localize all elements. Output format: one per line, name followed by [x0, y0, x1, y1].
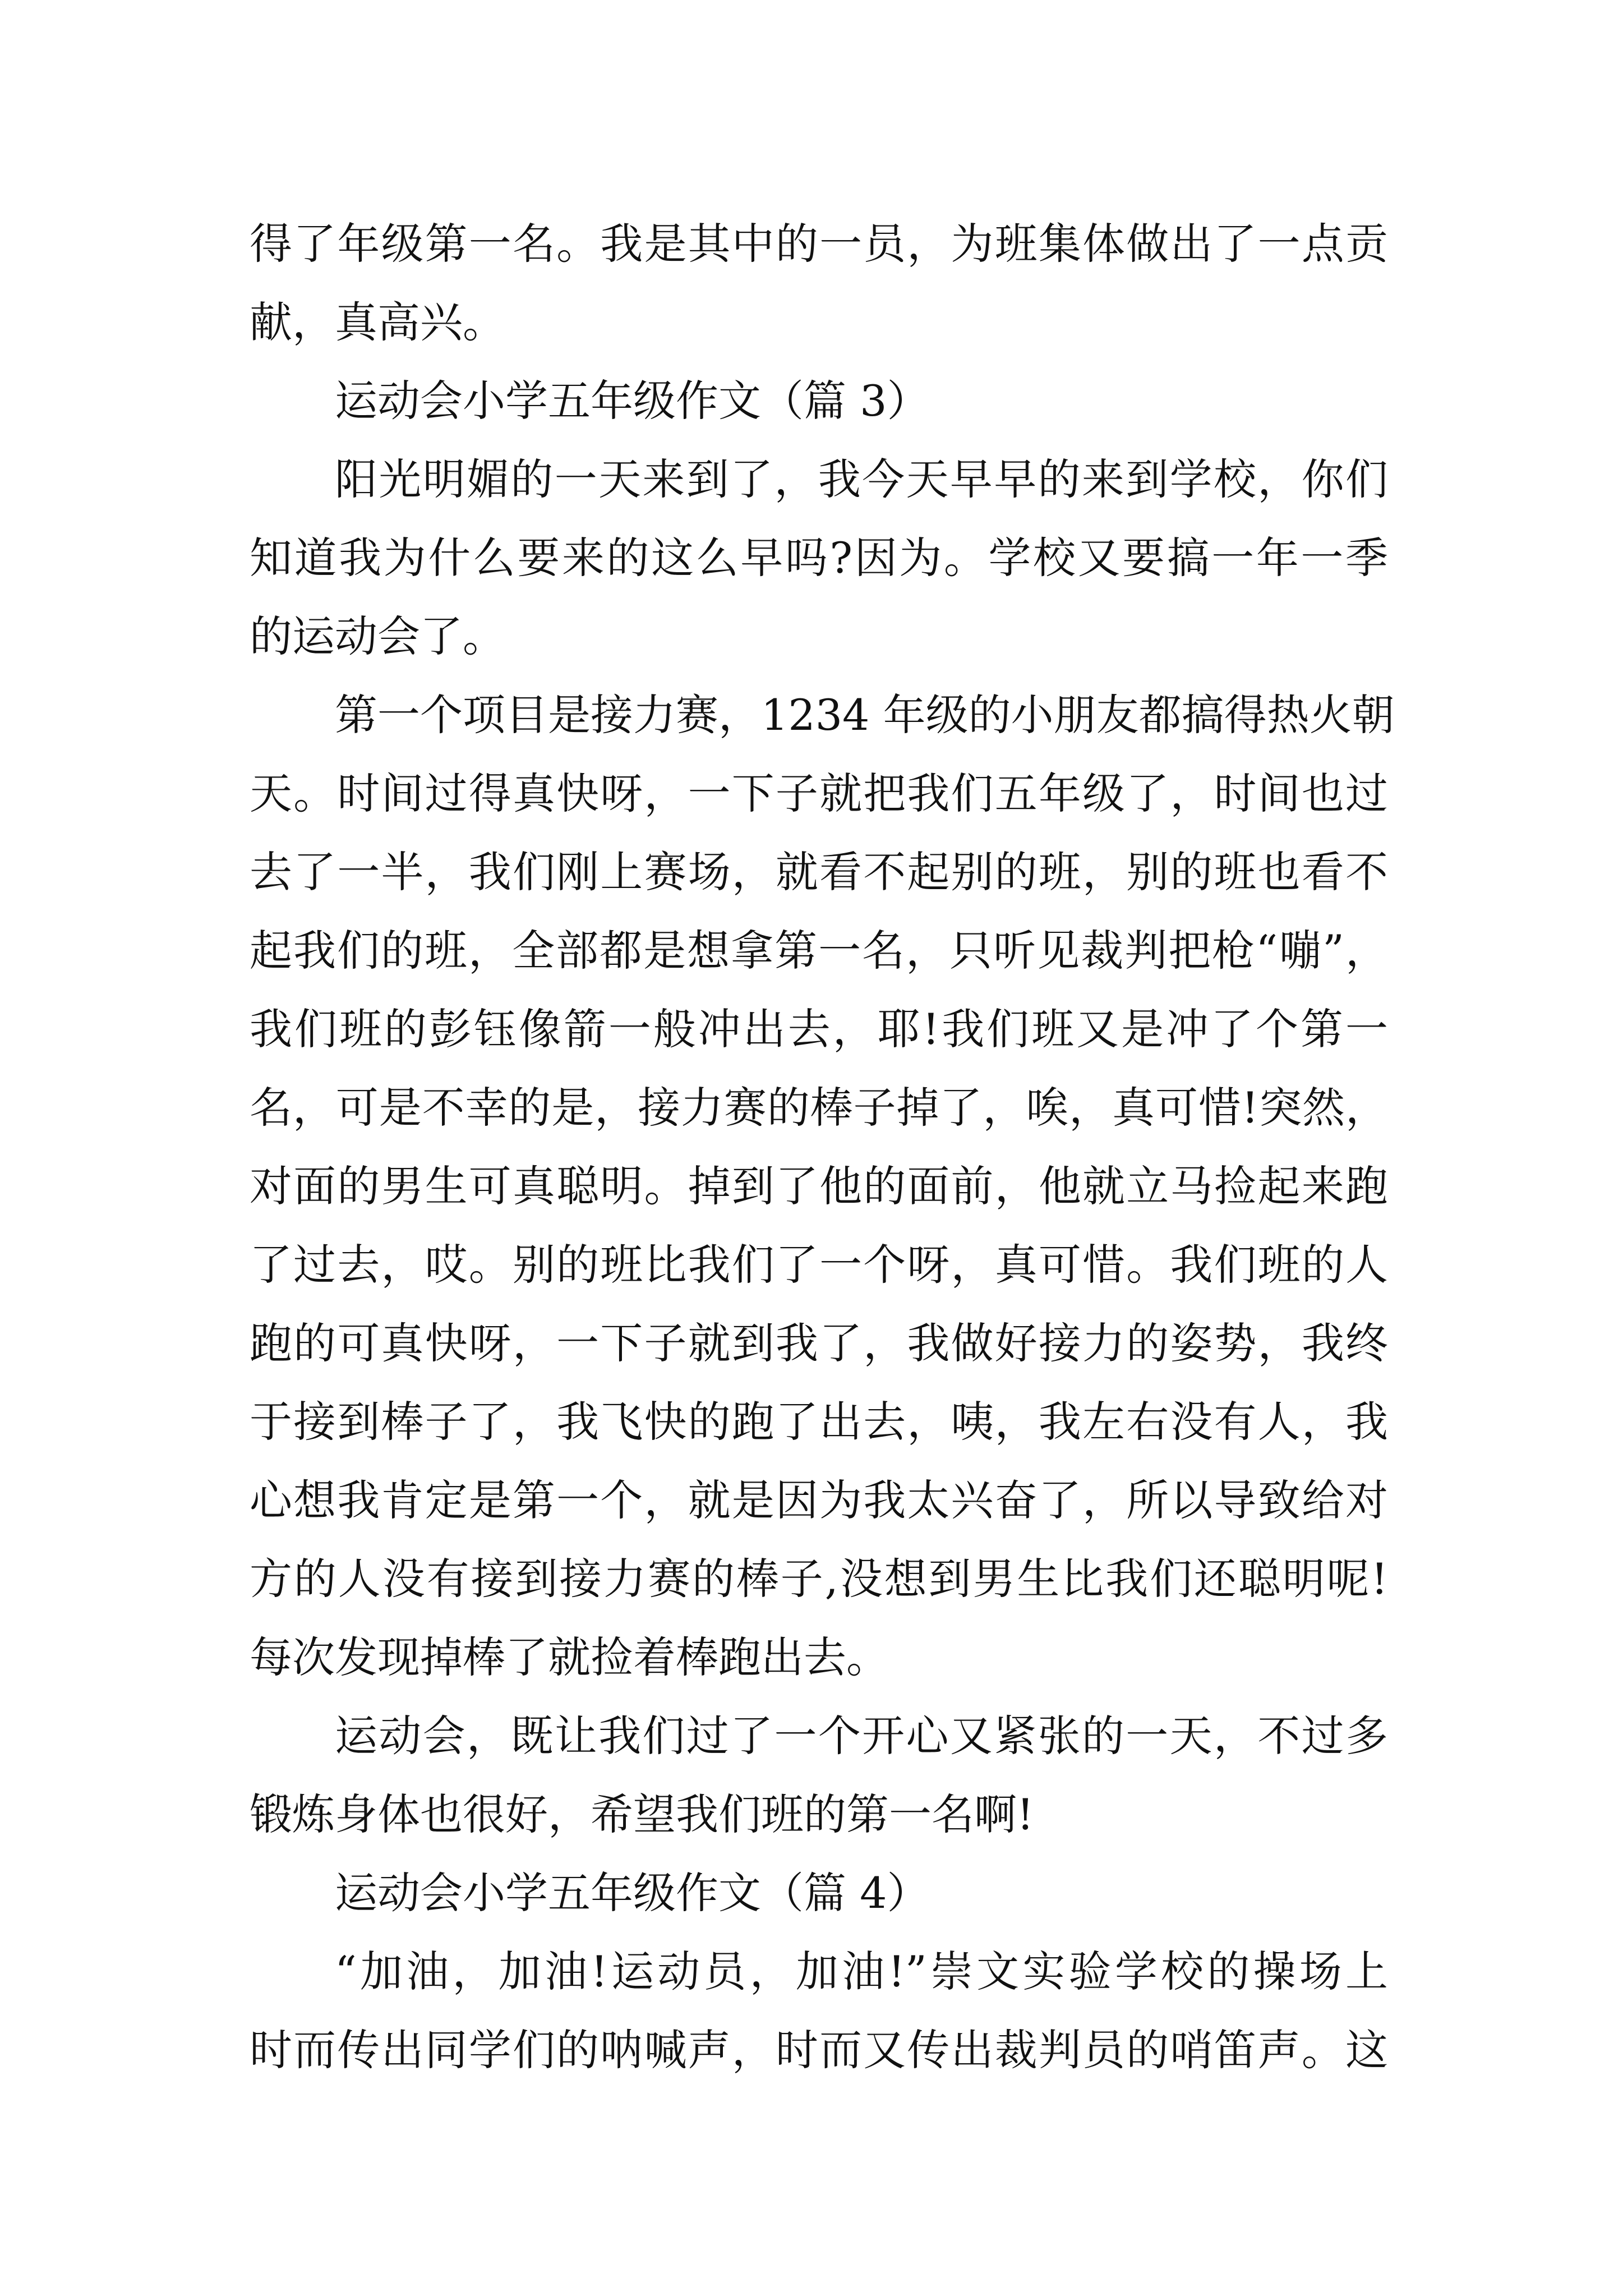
paragraph-line: 得了年级第一名。我是其中的一员，为班集体做出了一点贡	[250, 219, 1388, 269]
paragraph-line: 运动会，既让我们过了一个开心又紧张的一天，不过多	[335, 1711, 1388, 1761]
section-heading: 运动会小学五年级作文（篇 3）	[335, 376, 930, 426]
paragraph-line: 第一个项目是接力赛，1234 年级的小朋友都搞得热火朝	[335, 690, 1395, 740]
paragraph-line: 我们班的彭钰像箭一般冲出去，耶!我们班又是冲了个第一	[250, 1004, 1388, 1054]
paragraph-line: 去了一半，我们刚上赛场，就看不起别的班，别的班也看不	[250, 847, 1388, 897]
paragraph-line: 起我们的班，全部都是想拿第一名，只听见裁判把枪“嘣”，	[250, 926, 1388, 976]
paragraph-line: 的运动会了。	[250, 611, 505, 661]
paragraph-line: 献，真高兴。	[250, 297, 505, 347]
paragraph-line: 天。时间过得真快呀，一下子就把我们五年级了，时间也过	[250, 769, 1388, 818]
paragraph-line: 名，可是不幸的是，接力赛的棒子掉了，唉，真可惜!突然，	[250, 1083, 1388, 1133]
paragraph-line: 时而传出同学们的呐喊声，时而又传出裁判员的哨笛声。这	[250, 2025, 1388, 2075]
paragraph-line: 跑的可真快呀，一下子就到我了，我做好接力的姿势，我终	[250, 1318, 1388, 1368]
paragraph-line: 锻炼身体也很好，希望我们班的第一名啊!	[250, 1789, 1034, 1839]
paragraph-line: 心想我肯定是第一个，就是因为我太兴奋了，所以导致给对	[250, 1475, 1388, 1525]
paragraph-line: 每次发现掉棒了就捡着棒跑出去。	[250, 1632, 889, 1682]
paragraph-line: 知道我为什么要来的这么早吗?因为。学校又要搞一年一季	[250, 533, 1388, 583]
paragraph-line: 方的人没有接到接力赛的棒子,没想到男生比我们还聪明呢!	[250, 1554, 1388, 1604]
paragraph-line: 于接到棒子了，我飞快的跑了出去，咦，我左右没有人，我	[250, 1397, 1388, 1447]
paragraph-line: 阳光明媚的一天来到了，我今天早早的来到学校，你们	[335, 454, 1388, 504]
paragraph-line: 对面的男生可真聪明。掉到了他的面前，他就立马捡起来跑	[250, 1161, 1388, 1211]
paragraph-line: 了过去，哎。别的班比我们了一个呀，真可惜。我们班的人	[250, 1240, 1388, 1290]
section-heading: 运动会小学五年级作文（篇 4）	[335, 1868, 930, 1918]
paragraph-line: “加油，加油!运动员，加油!”崇文实验学校的操场上	[335, 1947, 1388, 1996]
